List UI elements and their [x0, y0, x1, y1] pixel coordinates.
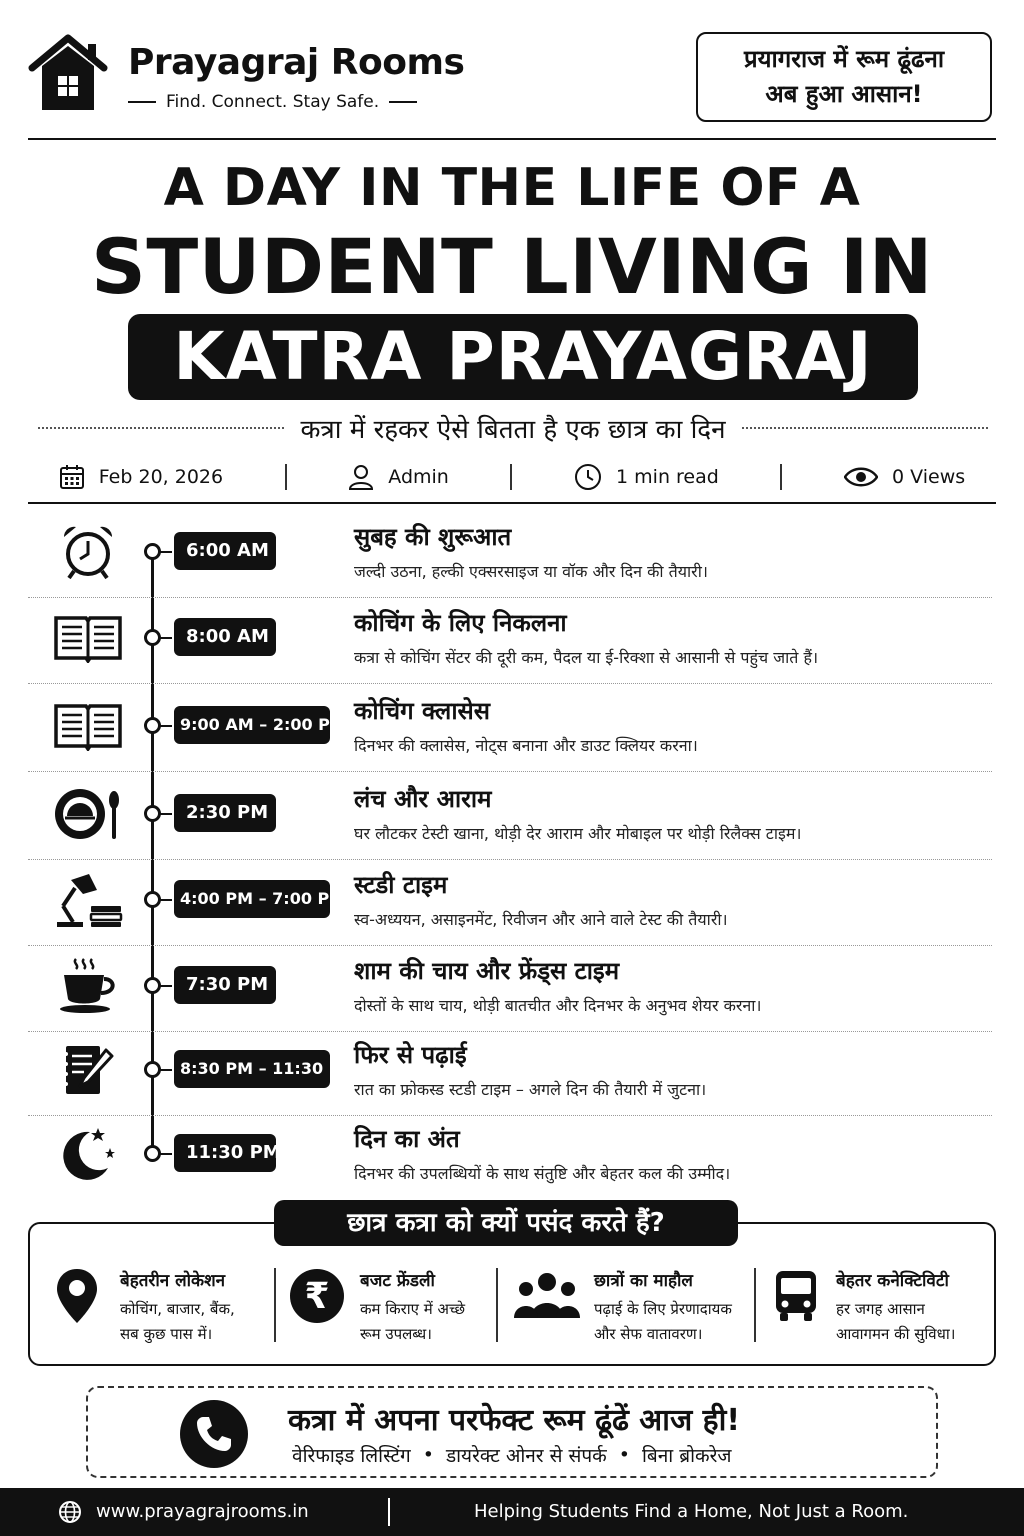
timeline-desc: दिनभर की उपलब्धियों के साथ संतुष्टि और बेहतर कल की उम्मीद।	[354, 1164, 731, 1183]
timeline-item	[28, 686, 992, 772]
subtitle-row	[38, 408, 988, 448]
meta-views: 0 Views	[844, 465, 965, 489]
plate-spoon-icon	[52, 784, 124, 844]
subtitle: कत्रा में रहकर ऐसे बितता है एक छात्र का दिन	[300, 415, 726, 445]
timeline-item	[28, 1114, 992, 1200]
timeline-item	[28, 860, 992, 946]
time-badge: 11:30 PM	[174, 1134, 276, 1172]
title-line-3: KATRA PRAYAGRAJ	[128, 314, 918, 400]
brand-name: Prayagraj Rooms	[128, 42, 465, 83]
time-badge: 2:30 PM	[174, 794, 276, 832]
cta-points: वेरिफाइड लिस्टिंग • डायरेक्ट ओनर से संपर्क • बिना ब्रोकरेज	[292, 1444, 732, 1467]
location-pin-icon	[48, 1266, 106, 1326]
timeline-title: शाम की चाय और फ्रेंड्स टाइम	[354, 957, 620, 985]
timeline-item	[28, 1030, 992, 1116]
timeline-desc: कत्रा से कोचिंग सेंटर की दूरी कम, पैदल या ई-रिक्शा से आसानी से पहुंच जाते हैं।	[354, 648, 819, 667]
post-meta	[28, 452, 996, 504]
calendar-icon	[59, 464, 85, 490]
header	[28, 28, 996, 140]
notebook-pen-icon	[52, 1040, 124, 1100]
timeline-item	[28, 946, 992, 1032]
timeline-item	[28, 774, 992, 860]
time-badge: 4:00 PM – 7:00 PM	[174, 880, 330, 918]
timeline-title: दिन का अंत	[354, 1125, 460, 1153]
desk-lamp-books-icon	[52, 870, 124, 930]
title-line-2: STUDENT LIVING IN	[91, 222, 933, 311]
why-item-students: छात्रों का माहौल पढ़ाई के लिए प्रेरणादायक और सेफ वातावरण।	[514, 1266, 732, 1346]
timeline-item	[28, 598, 992, 684]
timeline-title: सुबह की शुरूआत	[354, 523, 512, 551]
rupee-icon	[288, 1266, 346, 1326]
alarm-clock-icon	[52, 522, 124, 582]
timeline-title: लंच और आराम	[354, 785, 492, 813]
title-line-1: A DAY IN THE LIFE OF A	[163, 158, 861, 218]
footer	[0, 1488, 1024, 1536]
timeline-title: स्टडी टाइम	[354, 871, 448, 899]
user-icon	[348, 464, 374, 490]
bus-icon	[770, 1266, 822, 1326]
timeline	[28, 512, 992, 1192]
clock-icon	[574, 463, 602, 491]
meta-author[interactable]: Admin	[348, 464, 449, 490]
time-badge: 8:00 AM	[174, 618, 276, 656]
cta-title: कत्रा में अपना परफेक्ट रूम ढूंढें आज ही!	[288, 1403, 741, 1438]
timeline-desc: दिनभर की क्लासेस, नोट्स बनाना और डाउट क्लियर करना।	[354, 736, 698, 755]
time-badge: 7:30 PM	[174, 966, 276, 1004]
meta-read-time: 1 min read	[574, 463, 719, 491]
timeline-title: फिर से पढ़ाई	[354, 1041, 467, 1069]
timeline-desc: घर लौटकर टेस्टी खाना, थोड़ी देर आराम और मोबाइल पर थोड़ी रिलैक्स टाइम।	[354, 824, 802, 843]
open-book-icon	[52, 696, 124, 756]
why-heading: छात्र कत्रा को क्यों पसंद करते हैं?	[274, 1200, 738, 1246]
brand-tagline: Find. Connect. Stay Safe.	[128, 92, 417, 112]
timeline-title: कोचिंग के लिए निकलना	[354, 609, 567, 637]
phone-icon[interactable]	[180, 1400, 248, 1468]
open-book-icon	[52, 608, 124, 668]
website-link[interactable]: www.prayagrajrooms.in	[96, 1501, 309, 1522]
tea-cup-icon	[52, 956, 124, 1016]
globe-icon	[58, 1500, 82, 1524]
time-badge: 9:00 AM – 2:00 PM	[174, 706, 330, 744]
moon-stars-icon	[52, 1124, 124, 1184]
svg-text:₹: ₹	[304, 1276, 330, 1317]
eye-icon	[844, 465, 878, 489]
timeline-desc: जल्दी उठना, हल्की एक्सरसाइज या वॉक और दिन की तैयारी।	[354, 562, 708, 581]
why-item-budget: ₹ बजट फ्रेंडली कम किराए में अच्छे रूम उपलब्ध।	[288, 1266, 465, 1346]
time-badge: 6:00 AM	[174, 532, 276, 570]
timeline-desc: दोस्तों के साथ चाय, थोड़ी बातचीत और दिनभर के अनुभव शेयर करना।	[354, 996, 762, 1015]
footer-tagline: Helping Students Find a Home, Not Just a Room.	[474, 1501, 909, 1522]
house-logo-icon	[28, 32, 108, 112]
why-item-location: बेहतरीन लोकेशन कोचिंग, बाजार, बैंक, सब कुछ पास में।	[48, 1266, 235, 1346]
why-item-connectivity: बेहतर कनेक्टिविटी हर जगह आसान आवागमन की सुविधा।	[770, 1266, 955, 1346]
timeline-desc: स्व-अध्ययन, असाइनमेंट, रिवीजन और आने वाले टेस्ट की तैयारी।	[354, 910, 728, 929]
timeline-title: कोचिंग क्लासेस	[354, 697, 490, 725]
group-people-icon	[514, 1266, 580, 1326]
timeline-desc: रात का फ्रोकस्ड स्टडी टाइम – अगले दिन की तैयारी में जुटना।	[354, 1080, 707, 1099]
timeline-item	[28, 512, 992, 598]
hindi-badge: प्रयागराज में रूम ढूंढना अब हुआ आसान!	[696, 32, 992, 122]
cta-banner[interactable]	[86, 1386, 938, 1478]
meta-date: Feb 20, 2026	[59, 464, 223, 490]
time-badge: 8:30 PM – 11:30 PM	[174, 1050, 330, 1088]
